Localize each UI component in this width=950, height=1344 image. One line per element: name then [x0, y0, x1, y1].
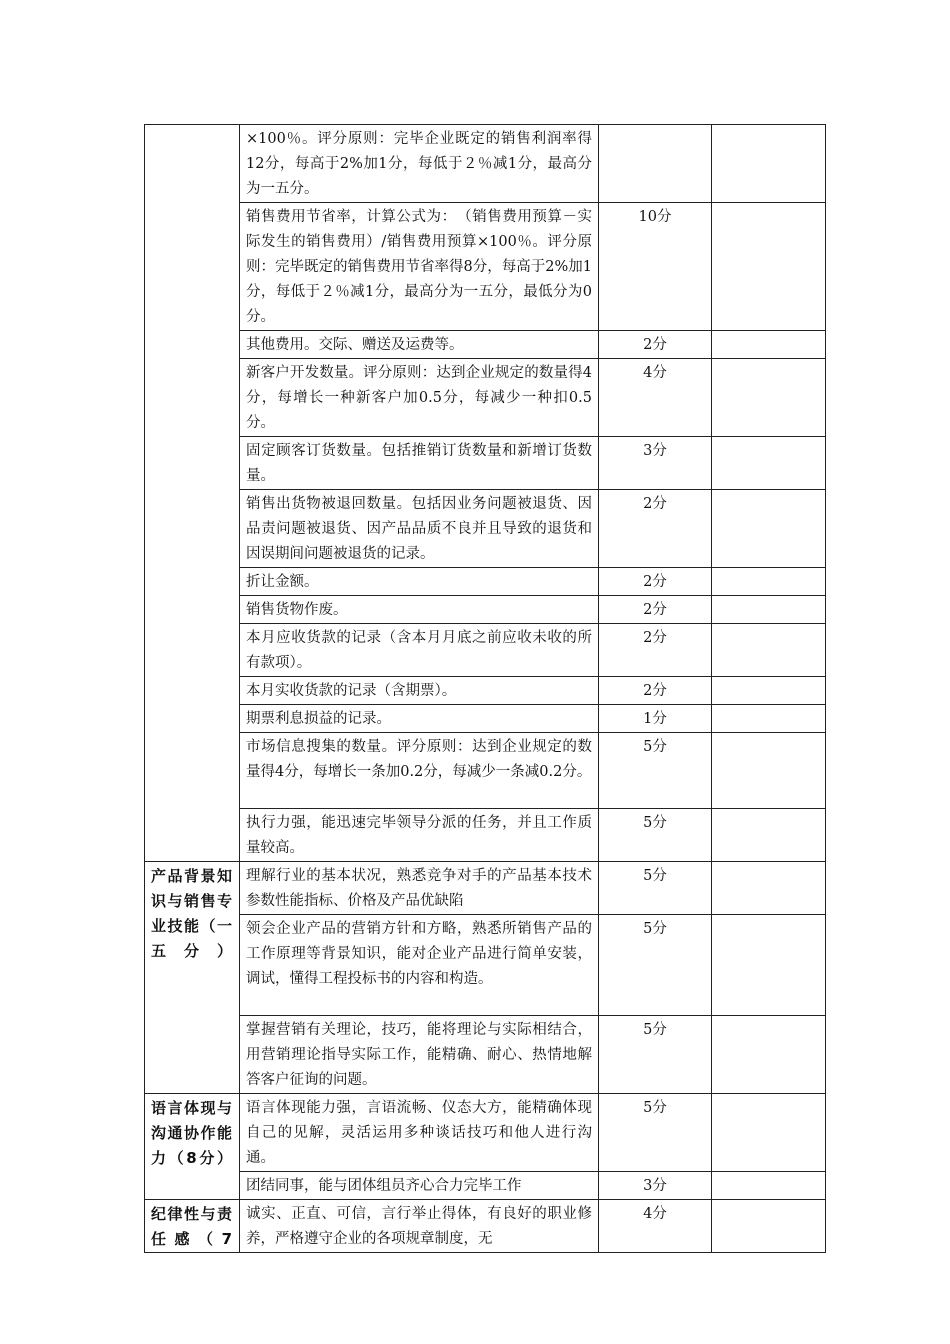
score-cell: 5分 — [599, 1094, 712, 1172]
remark-cell — [712, 203, 826, 331]
score-cell: 2分 — [599, 624, 712, 677]
criteria-desc: 其他费用。交际、赠送及运费等。 — [240, 331, 599, 359]
remark-cell — [712, 331, 826, 359]
table-row — [145, 125, 826, 203]
table-row — [145, 359, 826, 437]
criteria-desc: 折让金额。 — [240, 568, 599, 596]
remark-cell — [712, 359, 826, 437]
criteria-desc: 销售货物作废。 — [240, 596, 599, 624]
table-row — [145, 677, 826, 705]
criteria-desc: ×100％。评分原则：完毕企业既定的销售利润率得12分，每高于2%加1分，每低于２％减1分，最高分为一五分。 — [240, 125, 599, 203]
remark-cell — [712, 1172, 826, 1200]
table-row — [145, 1094, 826, 1172]
score-cell: 2分 — [599, 490, 712, 568]
table-row — [145, 1200, 826, 1253]
remark-cell — [712, 733, 826, 809]
evaluation-table — [144, 124, 826, 1253]
remark-cell — [712, 1200, 826, 1253]
remark-cell — [712, 705, 826, 733]
remark-cell — [712, 624, 826, 677]
criteria-desc: 市场信息搜集的数量。评分原则：达到企业规定的数量得4分，每增长一条加0.2分，每减少一条减0.2分。 — [240, 733, 599, 809]
table-row — [145, 624, 826, 677]
table-row — [145, 915, 826, 1016]
remark-cell — [712, 437, 826, 490]
remark-cell — [712, 1016, 826, 1094]
table-row — [145, 862, 826, 915]
table-row — [145, 733, 826, 809]
remark-cell — [712, 677, 826, 705]
score-cell: 4分 — [599, 359, 712, 437]
criteria-desc: 销售费用节省率，计算公式为： （销售费用预算－实际发生的销售费用）/销售费用预算×100％。评分原则：完毕既定的销售费用节省率得8分，每高于2%加1分，每低于２％减1分，最高分为一五分，最低分为0分。 — [240, 203, 599, 331]
score-cell: 5分 — [599, 862, 712, 915]
criteria-desc: 新客户开发数量。评分原则：达到企业规定的数量得4分，每增长一种新客户加0.5分，每减少一种扣0.5分。 — [240, 359, 599, 437]
score-cell: 4分 — [599, 1200, 712, 1253]
remark-cell — [712, 915, 826, 1016]
score-cell: 3分 — [599, 437, 712, 490]
table-row — [145, 568, 826, 596]
score-cell: 3分 — [599, 1172, 712, 1200]
criteria-desc: 销售出货物被退回数量。包括因业务问题被退货、因品责问题被退货、因产品品质不良并且导致的退货和因误期间问题被退货的记录。 — [240, 490, 599, 568]
category-discipline: 纪律性与责任感（7 — [145, 1200, 240, 1253]
table-row — [145, 437, 826, 490]
score-cell: 2分 — [599, 331, 712, 359]
table-row — [145, 1016, 826, 1094]
score-cell: 5分 — [599, 809, 712, 862]
score-cell: 10分 — [599, 203, 712, 331]
table-row — [145, 596, 826, 624]
score-cell: 5分 — [599, 733, 712, 809]
criteria-desc: 本月应收货款的记录（含本月月底之前应收未收的所有款项）。 — [240, 624, 599, 677]
category-communication: 语言体现与沟通协作能力（8分） — [145, 1094, 240, 1200]
criteria-desc: 领会企业产品的营销方针和方略，熟悉所销售产品的工作原理等背景知识，能对企业产品进行简单安装，调试，懂得工程投标书的内容和构造。 — [240, 915, 599, 1016]
category-product-knowledge: 产品背景知识与销售专业技能（一五分） — [145, 862, 240, 1094]
remark-cell — [712, 1094, 826, 1172]
criteria-desc: 语言体现能力强，言语流畅、仪态大方，能精确体现自己的见解，灵活运用多种谈话技巧和他人进行沟通。 — [240, 1094, 599, 1172]
criteria-desc: 诚实、正直、可信，言行举止得体，有良好的职业修养，严格遵守企业的各项规章制度，无 — [240, 1200, 599, 1253]
table-row — [145, 203, 826, 331]
remark-cell — [712, 862, 826, 915]
remark-cell — [712, 568, 826, 596]
score-cell: 5分 — [599, 1016, 712, 1094]
table-row — [145, 809, 826, 862]
score-cell: 5分 — [599, 915, 712, 1016]
score-cell: 1分 — [599, 705, 712, 733]
criteria-desc: 团结同事，能与团体组员齐心合力完毕工作 — [240, 1172, 599, 1200]
remark-cell — [712, 125, 826, 203]
remark-cell — [712, 596, 826, 624]
score-cell: 2分 — [599, 568, 712, 596]
score-cell: 2分 — [599, 677, 712, 705]
remark-cell — [712, 490, 826, 568]
criteria-desc: 固定顾客订货数量。包括推销订货数量和新增订货数量。 — [240, 437, 599, 490]
criteria-desc: 执行力强，能迅速完毕领导分派的任务，并且工作质量较高。 — [240, 809, 599, 862]
criteria-desc: 期票利息损益的记录。 — [240, 705, 599, 733]
table-row — [145, 490, 826, 568]
criteria-desc: 理解行业的基本状况，熟悉竞争对手的产品基本技术参数性能指标、价格及产品优缺陷 — [240, 862, 599, 915]
table-row — [145, 1172, 826, 1200]
table-row — [145, 331, 826, 359]
criteria-desc: 本月实收货款的记录（含期票）。 — [240, 677, 599, 705]
remark-cell — [712, 809, 826, 862]
score-cell — [599, 125, 712, 203]
score-cell: 2分 — [599, 596, 712, 624]
table-row — [145, 705, 826, 733]
criteria-desc: 掌握营销有关理论，技巧，能将理论与实际相结合，用营销理论指导实际工作，能精确、耐心、热情地解答客户征询的问题。 — [240, 1016, 599, 1094]
category-cell-sales — [145, 125, 240, 862]
